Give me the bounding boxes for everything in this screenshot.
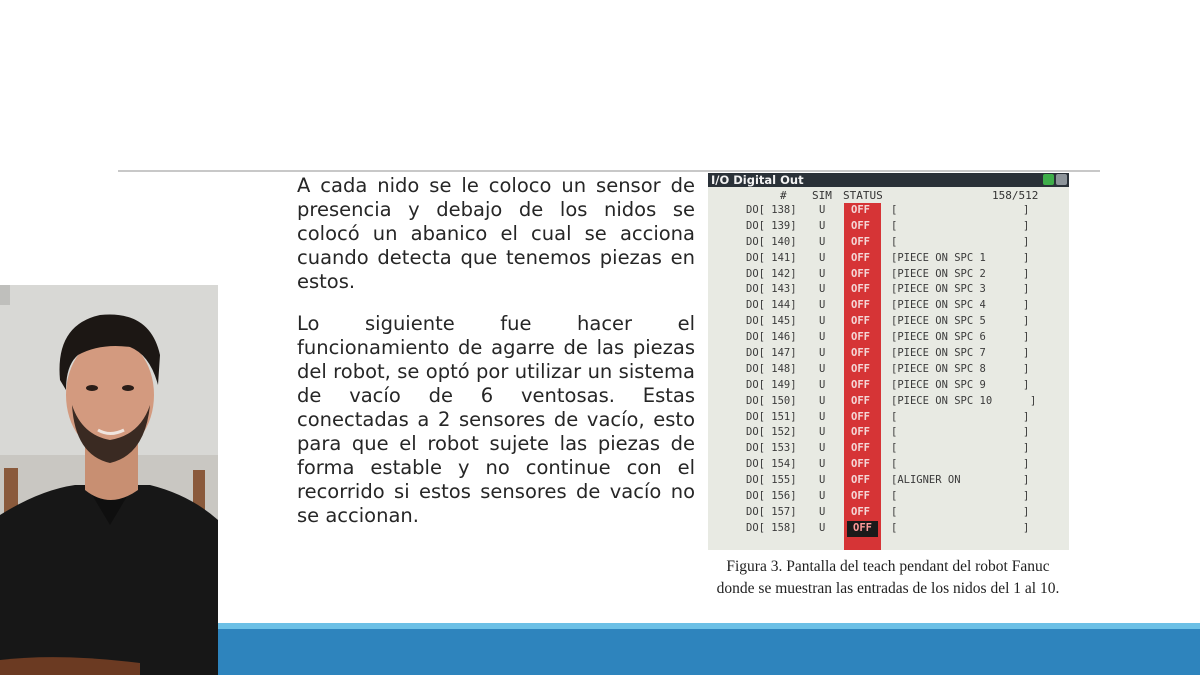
row-comment: [ <box>891 442 898 455</box>
table-row[interactable] <box>708 378 1069 394</box>
row-sim: U <box>819 283 826 296</box>
row-comment: [PIECE ON SPC 7 <box>891 347 986 360</box>
row-sim: U <box>819 219 826 232</box>
row-sim: U <box>819 442 826 455</box>
row-status-cursor[interactable]: OFF <box>847 521 878 537</box>
row-id: DO[ 144] <box>746 299 797 312</box>
row-comment-end: ] <box>1023 251 1030 264</box>
row-sim: U <box>819 490 826 503</box>
row-status: OFF <box>851 299 870 312</box>
row-status: OFF <box>851 505 870 518</box>
col-status-header: STATUS <box>843 189 883 202</box>
table-row[interactable] <box>708 362 1069 378</box>
row-comment: [PIECE ON SPC 1 <box>891 251 986 264</box>
table-row[interactable] <box>708 457 1069 473</box>
row-comment: [ <box>891 219 898 232</box>
row-sim: U <box>819 378 826 391</box>
row-comment-end: ] <box>1023 442 1030 455</box>
row-sim: U <box>819 505 826 518</box>
table-row[interactable] <box>708 441 1069 457</box>
row-sim: U <box>819 362 826 375</box>
window-icon <box>1056 174 1067 185</box>
col-number-header: # <box>780 189 787 202</box>
row-comment-end: ] <box>1023 426 1030 439</box>
row-id: DO[ 138] <box>746 204 797 216</box>
row-comment-end: ] <box>1023 331 1030 344</box>
page-indicator: 158/512 <box>992 189 1039 202</box>
row-comment: [PIECE ON SPC 8 <box>891 362 986 375</box>
top-divider-line <box>118 170 1100 172</box>
row-id: DO[ 146] <box>746 331 797 344</box>
row-id: DO[ 147] <box>746 347 797 360</box>
row-comment-end: ] <box>1023 315 1030 328</box>
row-comment-end: ] <box>1023 521 1030 534</box>
row-id: DO[ 140] <box>746 235 797 248</box>
row-comment-end: ] <box>1030 394 1037 407</box>
row-id: DO[ 152] <box>746 426 797 439</box>
row-status: OFF <box>851 219 870 232</box>
table-row[interactable] <box>708 346 1069 362</box>
row-id: DO[ 149] <box>746 378 797 391</box>
row-id: DO[ 145] <box>746 315 797 328</box>
row-status: OFF <box>851 458 870 471</box>
pendant-status-icons <box>1043 174 1067 186</box>
row-comment: [PIECE ON SPC 9 <box>891 378 986 391</box>
row-status: OFF <box>851 442 870 455</box>
row-comment-end: ] <box>1023 378 1030 391</box>
table-row[interactable] <box>708 298 1069 314</box>
row-comment: [PIECE ON SPC 5 <box>891 315 986 328</box>
caption-line-2: donde se muestran las entradas de los nidos del 1 al 10. <box>716 580 1060 597</box>
row-sim: U <box>819 410 826 423</box>
row-status: OFF <box>851 267 870 280</box>
row-comment: [ <box>891 426 898 439</box>
row-comment: [ <box>891 490 898 503</box>
paragraph-1: A cada nido se le coloco un sensor de presencia y debajo de los nidos se colocó un abanico el cual se acciona cuando detecta que tenemos piezas en estos. <box>297 174 695 293</box>
row-comment: [ALIGNER ON <box>891 474 961 487</box>
table-row[interactable] <box>708 267 1069 283</box>
row-status: OFF <box>851 394 870 407</box>
table-row[interactable] <box>708 394 1069 410</box>
row-status: OFF <box>851 426 870 439</box>
row-id: DO[ 155] <box>746 474 797 487</box>
row-comment: [PIECE ON SPC 3 <box>891 283 986 296</box>
row-id: DO[ 156] <box>746 490 797 503</box>
row-sim: U <box>819 251 826 264</box>
row-comment: [ <box>891 204 898 216</box>
row-id: DO[ 154] <box>746 458 797 471</box>
table-row[interactable] <box>708 282 1069 298</box>
row-id: DO[ 158] <box>746 521 797 534</box>
row-status: OFF <box>851 362 870 375</box>
row-status: OFF <box>851 474 870 487</box>
row-id: DO[ 157] <box>746 505 797 518</box>
row-comment-end: ] <box>1023 362 1030 375</box>
row-comment: [ <box>891 410 898 423</box>
table-row[interactable] <box>708 505 1069 521</box>
row-comment: [PIECE ON SPC 6 <box>891 331 986 344</box>
row-sim: U <box>819 267 826 280</box>
row-comment-end: ] <box>1023 299 1030 312</box>
row-sim: U <box>819 521 826 534</box>
row-id: DO[ 151] <box>746 410 797 423</box>
row-sim: U <box>819 235 826 248</box>
pendant-title: I/O Digital Out <box>711 173 804 187</box>
table-row[interactable] <box>708 251 1069 267</box>
row-comment-end: ] <box>1023 410 1030 423</box>
row-comment-end: ] <box>1023 490 1030 503</box>
row-comment: [PIECE ON SPC 2 <box>891 267 986 280</box>
table-row[interactable] <box>708 473 1069 489</box>
row-comment-end: ] <box>1023 235 1030 248</box>
row-comment-end: ] <box>1023 458 1030 471</box>
row-status: OFF <box>851 410 870 423</box>
table-row[interactable] <box>708 219 1069 235</box>
row-comment-end: ] <box>1023 219 1030 232</box>
row-status: OFF <box>851 235 870 248</box>
row-sim: U <box>819 299 826 312</box>
caption-line-1: Figura 3. Pantalla del teach pendant del robot Fanuc <box>726 558 1050 575</box>
row-comment-end: ] <box>1023 204 1030 216</box>
presenter-webcam <box>0 285 218 675</box>
row-id: DO[ 143] <box>746 283 797 296</box>
row-id: DO[ 150] <box>746 394 797 407</box>
row-sim: U <box>819 394 826 407</box>
table-row[interactable] <box>708 410 1069 426</box>
table-row[interactable] <box>708 330 1069 346</box>
pendant-title-bar <box>708 173 1069 187</box>
row-sim: U <box>819 347 826 360</box>
row-comment-end: ] <box>1023 347 1030 360</box>
table-row[interactable] <box>708 203 1069 219</box>
row-comment-end: ] <box>1023 283 1030 296</box>
footer-band <box>218 623 1200 675</box>
row-sim: U <box>819 331 826 344</box>
table-row-selected[interactable] <box>708 521 1069 537</box>
table-row[interactable] <box>708 489 1069 505</box>
table-header <box>708 187 1069 203</box>
row-id: DO[ 148] <box>746 362 797 375</box>
row-comment: [ <box>891 521 898 534</box>
row-comment-end: ] <box>1023 474 1030 487</box>
row-status: OFF <box>851 283 870 296</box>
paragraph-2: Lo siguiente fue hacer el funcionamiento de agarre de las piezas del robot, se optó por utilizar un sistema de vacío de 6 ventosas. Estas conectadas a 2 sensores de vacío, esto para que el robot sujete las piezas de forma estable y no continue con el recorrido si estos sensores de vacío no se accionan. <box>297 312 695 527</box>
row-sim: U <box>819 458 826 471</box>
row-id: DO[ 141] <box>746 251 797 264</box>
row-status: OFF <box>851 331 870 344</box>
row-status: OFF <box>851 378 870 391</box>
presenter-video-image <box>0 285 218 675</box>
table-row[interactable] <box>708 235 1069 251</box>
row-status: OFF <box>851 315 870 328</box>
row-comment: [PIECE ON SPC 4 <box>891 299 986 312</box>
io-table <box>708 203 1069 537</box>
slide-body-text <box>297 174 695 546</box>
row-sim: U <box>819 426 826 439</box>
table-row[interactable] <box>708 314 1069 330</box>
row-comment-end: ] <box>1023 267 1030 280</box>
row-sim: U <box>819 315 826 328</box>
teach-pendant-screen <box>708 173 1069 550</box>
row-status: OFF <box>851 347 870 360</box>
row-comment-end: ] <box>1023 505 1030 518</box>
row-id: DO[ 139] <box>746 219 797 232</box>
row-status: OFF <box>851 251 870 264</box>
row-sim: U <box>819 474 826 487</box>
row-id: DO[ 153] <box>746 442 797 455</box>
figure-caption <box>692 556 1084 600</box>
row-comment: [ <box>891 458 898 471</box>
row-comment: [PIECE ON SPC 10 <box>891 394 993 407</box>
row-status: OFF <box>851 490 870 503</box>
row-sim: U <box>819 204 826 216</box>
row-id: DO[ 142] <box>746 267 797 280</box>
table-row[interactable] <box>708 425 1069 441</box>
row-status: OFF <box>851 204 870 216</box>
green-status-icon <box>1043 174 1054 185</box>
row-comment: [ <box>891 235 898 248</box>
col-sim-header: SIM <box>812 189 832 202</box>
footer-accent-line <box>218 623 1200 629</box>
row-comment: [ <box>891 505 898 518</box>
